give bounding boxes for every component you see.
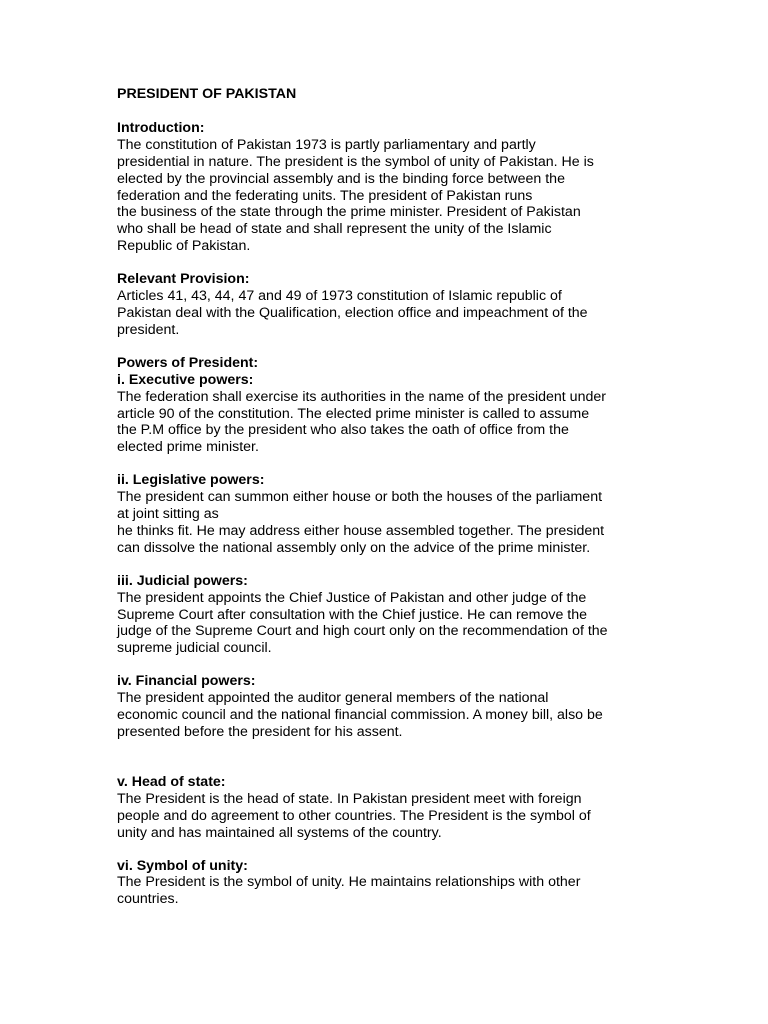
paragraph-line: elected prime minister. — [117, 439, 259, 456]
paragraph-line: at joint sitting as — [117, 506, 219, 523]
paragraph-line: the P.M office by the president who also takes the oath of office from the — [117, 422, 569, 439]
paragraph-line: elected by the provincial assembly and is the binding force between the — [117, 170, 565, 187]
section-head-of-state — [117, 774, 662, 842]
paragraph-line: federation and the federating units. The president of Pakistan runs — [117, 187, 533, 204]
paragraph-line: who shall be head of state and shall represent the unity of the Islamic — [117, 221, 552, 238]
paragraph-line: The president appoints the Chief Justice of Pakistan and other judge of the — [117, 589, 587, 606]
paragraph-line: The President is the head of state. In Pakistan president meet with foreign — [117, 790, 582, 807]
paragraph-line: presented before the president for his assent. — [117, 724, 403, 740]
paragraph-line: The President is the symbol of unity. He maintains relationships with other — [117, 874, 581, 891]
paragraph-line: economic council and the national financial commission. A money bill, also be — [117, 707, 603, 724]
paragraph-line: unity and has maintained all systems of the country. — [117, 824, 442, 841]
section-heading: i. Executive powers: — [117, 371, 254, 388]
paragraph-line: can dissolve the national assembly only on the advice of the prime minister. — [117, 539, 591, 556]
paragraph-line: he thinks fit. He may address either house assembled together. The president — [117, 522, 605, 539]
section-heading: Relevant Provision: — [117, 271, 250, 288]
document-title: PRESIDENT OF PAKISTAN — [117, 86, 297, 102]
paragraph-line: Articles 41, 43, 44, 47 and 49 of 1973 constitution of Islamic republic of — [117, 288, 562, 305]
section-heading: iv. Financial powers: — [117, 673, 256, 690]
paragraph-line: supreme judicial council. — [117, 640, 272, 657]
document-page — [117, 86, 662, 924]
paragraph-line: The constitution of Pakistan 1973 is partly parliamentary and partly — [117, 136, 536, 153]
section-heading: Introduction: — [117, 119, 205, 136]
section-executive-powers — [117, 355, 662, 456]
section-judicial-powers — [117, 573, 662, 658]
section-heading: iii. Judicial powers: — [117, 572, 248, 589]
section-legislative-powers — [117, 472, 662, 557]
paragraph-line: Supreme Court after consultation with the Chief justice. He can remove the — [117, 606, 587, 623]
paragraph-line: the business of the state through the prime minister. President of Pakistan — [117, 204, 581, 221]
paragraph-line: judge of the Supreme Court and high court only on the recommendation of the — [117, 623, 608, 640]
paragraph-line: Pakistan deal with the Qualification, election office and impeachment of the — [117, 304, 588, 321]
paragraph-line: article 90 of the constitution. The elected prime minister is called to assume — [117, 405, 590, 422]
paragraph-line: countries. — [117, 891, 179, 908]
section-heading: vi. Symbol of unity: — [117, 857, 248, 874]
section-financial-powers — [117, 673, 662, 741]
section-heading: v. Head of state: — [117, 773, 226, 790]
paragraph-line: presidential in nature. The president is the symbol of unity of Pakistan. He is — [117, 153, 594, 170]
group-heading: Powers of President: — [117, 354, 259, 371]
section-introduction — [117, 120, 662, 255]
paragraph-line: The federation shall exercise its authorities in the name of the president under — [117, 388, 606, 405]
section-symbol-of-unity — [117, 858, 662, 909]
section-heading: ii. Legislative powers: — [117, 472, 265, 489]
paragraph-line: The president can summon either house or both the houses of the parliament — [117, 489, 603, 506]
paragraph-line: The president appointed the auditor general members of the national — [117, 690, 549, 707]
section-relevant-provision — [117, 271, 662, 339]
paragraph-line: Republic of Pakistan. — [117, 238, 251, 255]
paragraph-line: people and do agreement to other countries. The President is the symbol of — [117, 807, 591, 824]
paragraph-line: president. — [117, 321, 180, 338]
